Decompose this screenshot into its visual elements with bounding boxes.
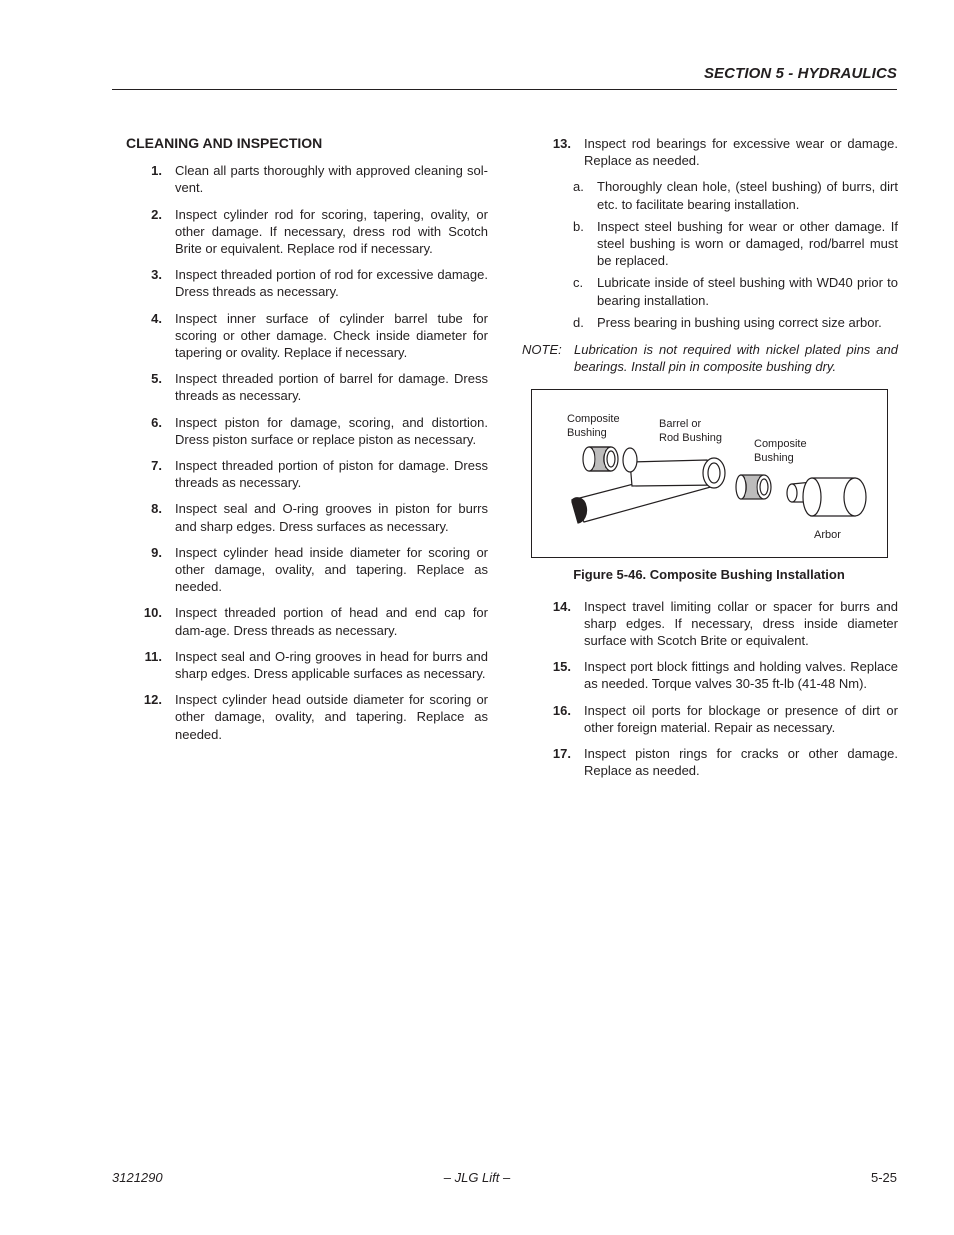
label-arbor: Arbor	[814, 529, 841, 542]
header-divider	[112, 89, 897, 90]
note	[520, 341, 898, 375]
substep-c	[571, 274, 898, 308]
step-text: Inspect inner surface of cylinder barrel tube for scoring or other damage. Check inside diameter for tapering or ovality. Replace if necessary.	[175, 310, 488, 361]
label-line: Bushing	[567, 427, 607, 440]
label-composite-bushing-right	[754, 437, 807, 465]
step-text: Inspect port block fittings and holding valves. Replace as needed. Torque valves 30-35 ft-lb (41-48 Nm).	[584, 659, 898, 692]
label-line: Barrel or	[659, 418, 702, 431]
step-number: 8.	[151, 501, 162, 517]
step-2	[126, 206, 488, 258]
step-text: Inspect threaded portion of barrel for damage. Dress threads as necessary.	[175, 371, 488, 404]
composite-bushing-right	[736, 475, 771, 499]
footer-page-number: 5-25	[870, 1170, 897, 1185]
step-number: 12.	[143, 692, 162, 708]
step-text: Inspect threaded portion of piston for damage. Dress threads as necessary.	[175, 458, 488, 491]
label-line: Composite	[567, 413, 620, 426]
label-line: Rod Bushing	[659, 432, 722, 445]
step-number: 1.	[151, 163, 162, 179]
footer-doc-number: 3121290	[112, 1170, 163, 1185]
step-number: 7.	[151, 458, 162, 474]
step-number: 14.	[552, 598, 571, 614]
step-text: Inspect piston rings for cracks or other damage. Replace as needed.	[584, 746, 898, 779]
step-number: 3.	[151, 267, 162, 283]
right-column	[520, 135, 898, 788]
step-text: Inspect oil ports for blockage or presence of dirt or other foreign material. Repair as necessary.	[584, 702, 898, 735]
step-number: 9.	[151, 544, 162, 560]
step-text: Inspect cylinder head inside diameter for scoring or other damage, ovality, and tapering. Replace as needed.	[175, 544, 488, 595]
step-text: Inspect seal and O-ring grooves in head for burrs and sharp edges. Dress applicable surfaces as necessary.	[175, 648, 488, 682]
substep-a	[571, 178, 898, 212]
label-composite-bushing-left	[567, 412, 620, 440]
substep-text: Press bearing in bushing using correct size arbor.	[597, 314, 882, 330]
substep-text: Lubricate inside of steel bushing with WD40 prior to bearing installation.	[597, 275, 898, 308]
step-6	[126, 414, 488, 448]
step-number: 17.	[552, 746, 571, 762]
section-title: SECTION 5 - HYDRAULICS	[703, 65, 897, 82]
step-text: Inspect rod bearings for excessive wear or damage. Replace as needed.	[584, 136, 898, 169]
step-3	[126, 266, 488, 300]
step-text: Inspect seal and O-ring grooves in piston for burrs and sharp edges. Dress surfaces as necessary.	[175, 501, 488, 534]
step-15	[520, 658, 898, 692]
step-text: Inspect cylinder rod for scoring, tapering, ovality, or other damage. If necessary, dress rod with Scotch Brite or equivalent. Replace rod if necessary.	[175, 206, 488, 257]
substep-letter: d.	[573, 314, 584, 330]
arbor	[787, 478, 866, 516]
figure-composite-bushing	[531, 389, 888, 558]
label-line: Bushing	[754, 452, 794, 465]
note-text: Lubrication is not required with nickel plated pins and bearings. Install pin in composite bushing dry.	[574, 342, 898, 375]
step-text: Inspect threaded portion of head and end cap for dam-age. Dress threads as necessary.	[175, 605, 488, 638]
step-number: 11.	[144, 648, 162, 664]
step-14	[520, 598, 898, 650]
step-number: 10.	[143, 605, 162, 621]
substep-letter: c.	[573, 275, 584, 291]
step-8	[126, 500, 488, 534]
substep-letter: b.	[573, 218, 584, 234]
note-label: NOTE:	[522, 342, 562, 358]
step-5	[126, 370, 488, 404]
step-16	[520, 702, 898, 736]
substep-b	[571, 218, 898, 270]
step-text: Clean all parts thoroughly with approved cleaning sol-vent.	[175, 163, 488, 196]
section-heading: CLEANING AND INSPECTION	[126, 135, 323, 151]
step-number: 4.	[151, 310, 162, 326]
step-10	[126, 604, 488, 638]
step-13	[520, 135, 898, 169]
step-number: 6.	[151, 414, 162, 430]
step-number: 2.	[151, 206, 162, 222]
step-text: Inspect piston for damage, scoring, and distortion. Dress piston surface or replace piston as necessary.	[175, 414, 488, 447]
step-1	[126, 162, 488, 196]
label-barrel	[659, 417, 722, 445]
substep-letter: a.	[573, 179, 584, 195]
composite-bushing-left	[583, 447, 618, 471]
substep-d	[571, 314, 898, 331]
left-column	[126, 135, 488, 752]
step-number: 16.	[552, 702, 571, 718]
step-text: Inspect travel limiting collar or spacer for burrs and sharp edges. If necessary, dress inside diameter surface with Scotch Brite or equivalent.	[584, 598, 898, 649]
footer-publisher: – JLG Lift –	[443, 1170, 511, 1185]
step-17	[520, 745, 898, 779]
label-line: Composite	[754, 438, 807, 451]
step-12	[126, 691, 488, 743]
substep-text: Thoroughly clean hole, (steel bushing) of burrs, dirt etc. to facilitate bearing installation.	[597, 179, 898, 212]
substep-list	[571, 178, 898, 331]
step-text: Inspect cylinder head outside diameter for scoring or other damage, ovality, and tapering. Replace as needed.	[175, 692, 488, 742]
step-number: 15.	[552, 659, 571, 675]
step-text: Inspect threaded portion of rod for excessive damage. Dress threads as necessary.	[175, 267, 488, 300]
step-9	[126, 544, 488, 596]
step-7	[126, 457, 488, 491]
step-number: 5.	[151, 371, 162, 387]
substep-text: Inspect steel bushing for wear or other damage. If steel bushing is worn or damaged, rod/barrel must be replaced.	[597, 218, 898, 269]
step-4	[126, 310, 488, 362]
step-11	[126, 648, 488, 682]
step-number: 13.	[552, 136, 571, 151]
figure-caption: Figure 5-46. Composite Bushing Installation	[573, 567, 845, 583]
